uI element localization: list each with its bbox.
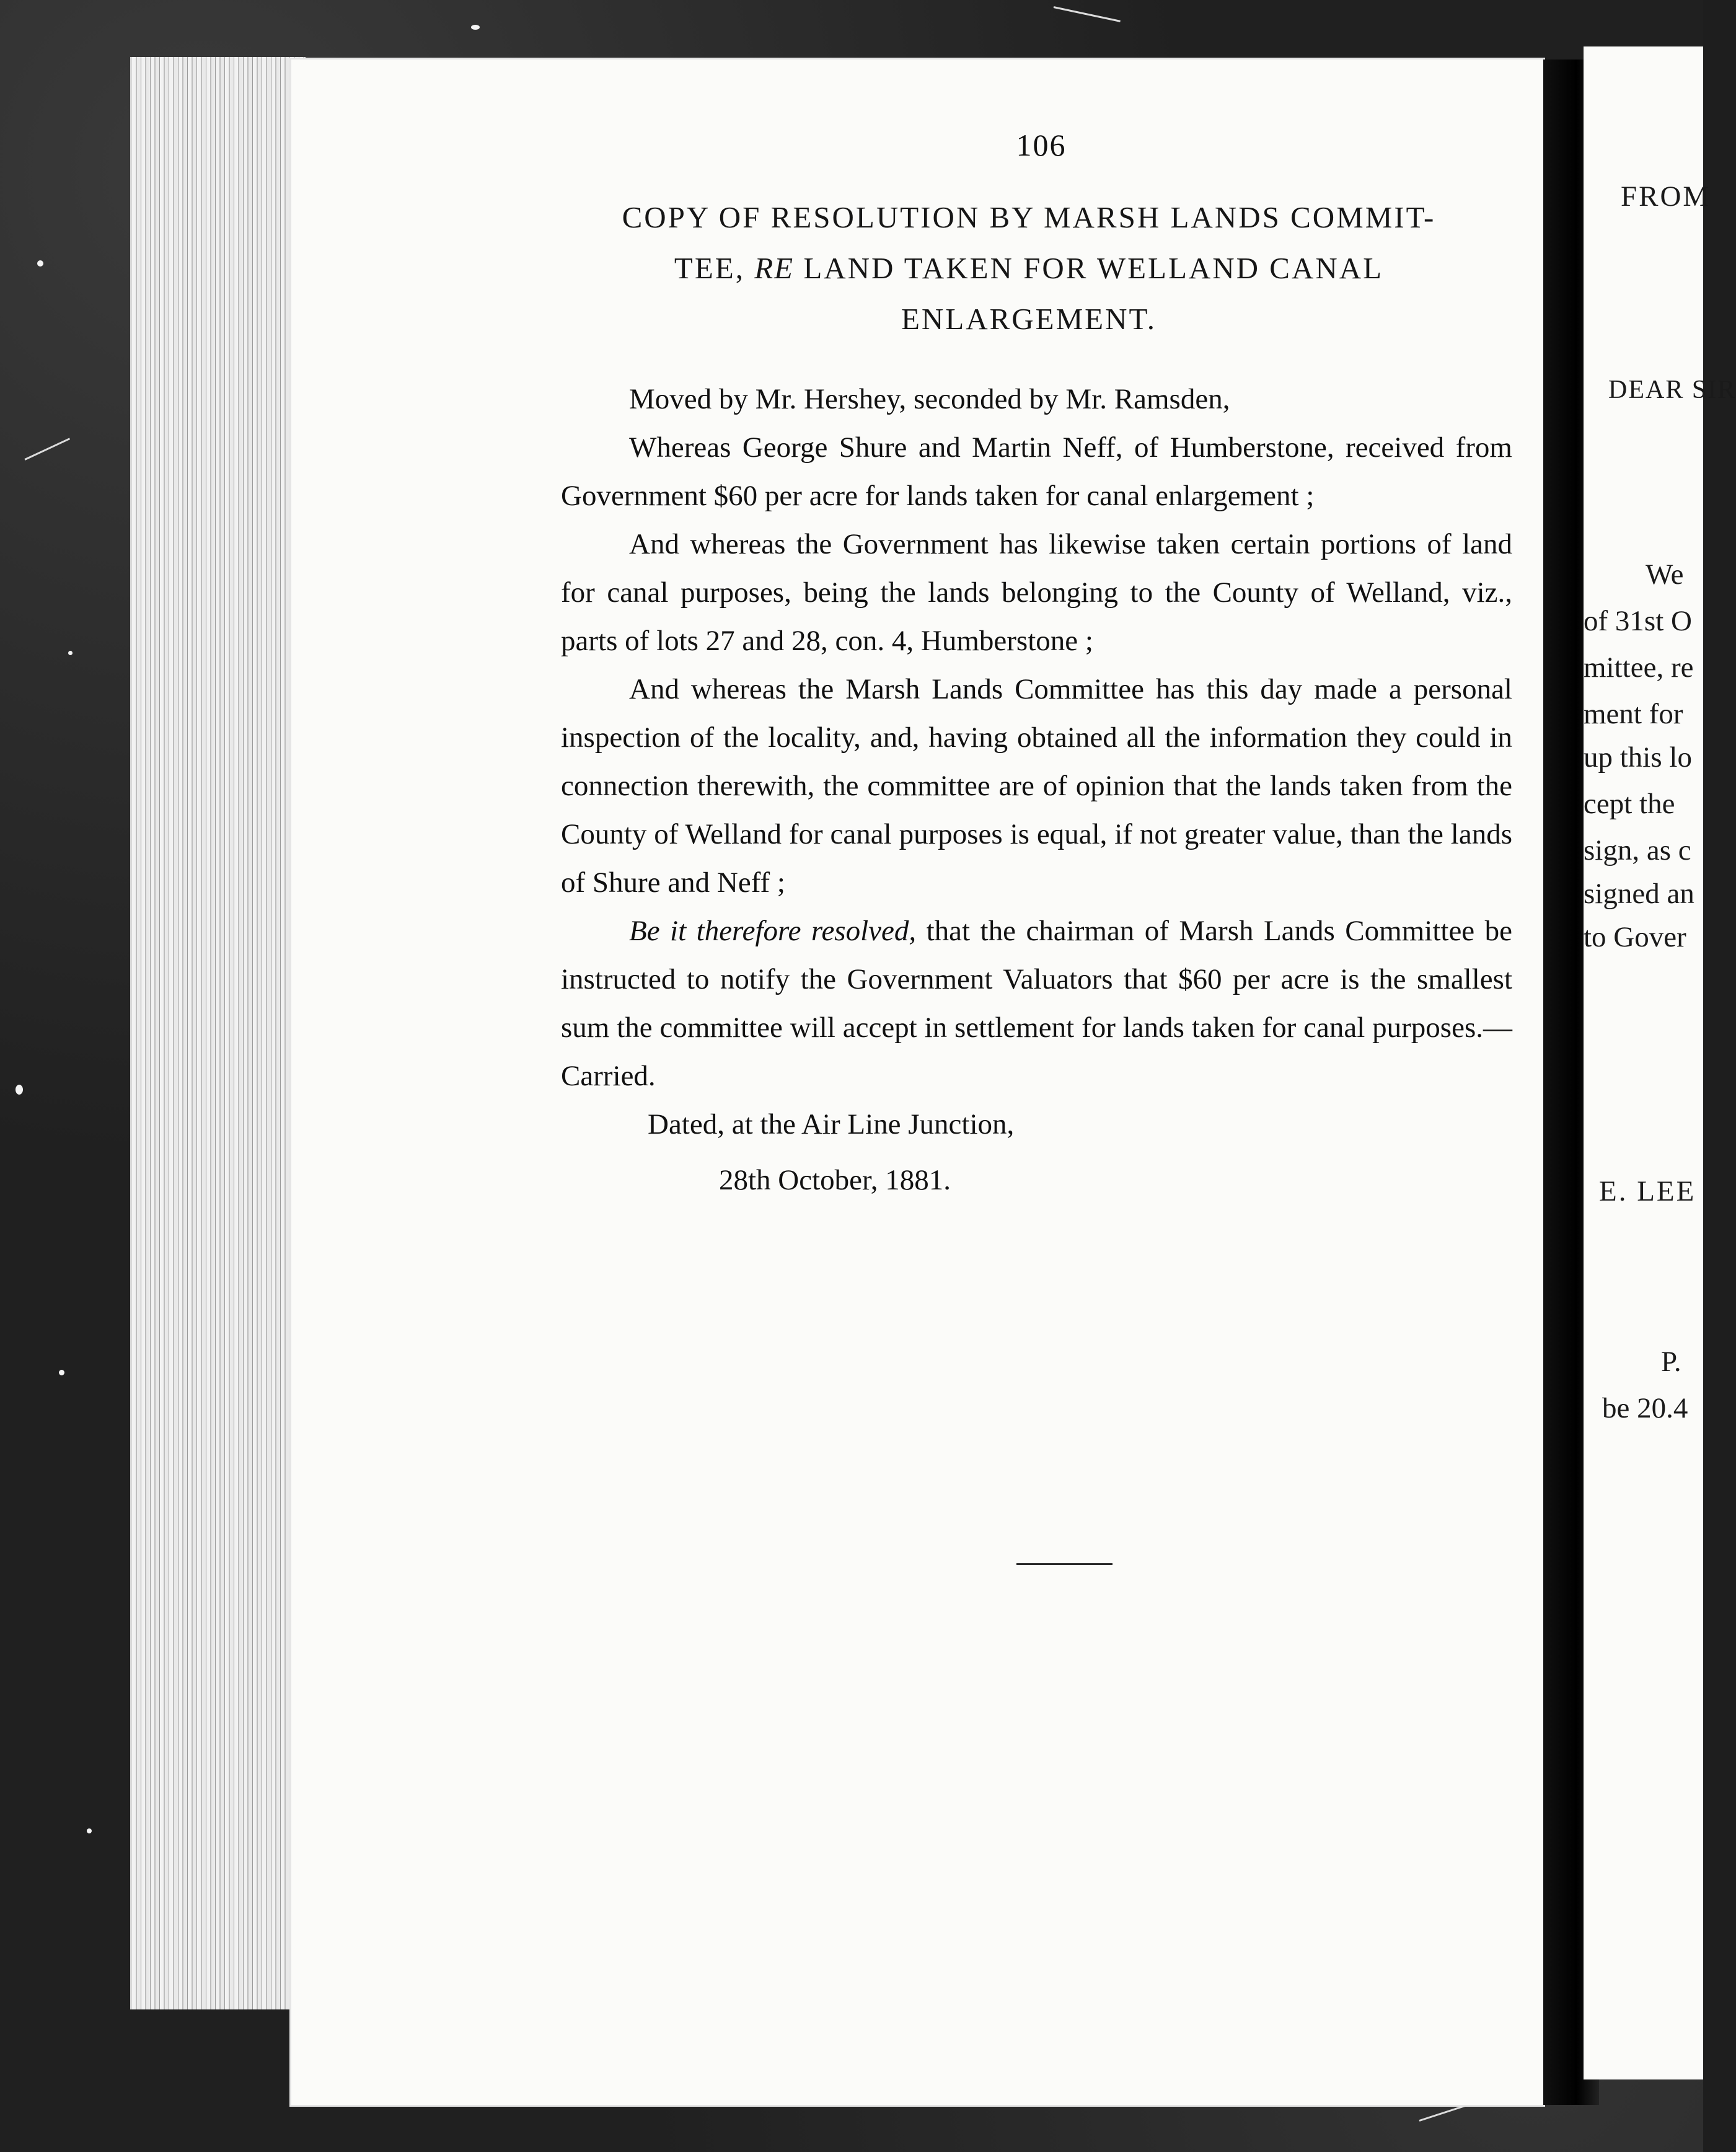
title-line-2 [545,243,1512,294]
right-page-line: We [1646,558,1684,591]
page-stack-edges [130,57,306,2009]
right-page-line: ment for [1584,698,1683,730]
dust-speck [471,25,480,30]
paragraph-resolved [561,907,1512,1100]
right-page-line: of 31st O [1584,605,1692,637]
paragraph-whereas-2: And whereas the Government has likewise taken certain portions of land for canal purposes, being the lands belonging to the County of Welland, viz., parts of lots 27 and 28, con. 4, Humberstone ; [561,528,1512,657]
right-page-line: sign, as c [1584,834,1691,867]
resolved-text: that the chairman of Marsh Lands Committee be instructed to notify the Government Valuators that $60 per acre is the smallest sum the committee will accept in settlement for lands taken for canal purposes.—Carried. [561,915,1512,1092]
paragraph-whereas-3: And whereas the Marsh Lands Committee has this day made a personal inspection of the locality, and, having obtained all the information they could in connection therewith, the committee are of opinion that the lands taken from the County of Welland for canal purposes is equal, if not greater value, than the lands of Shure and Neff ; [561,673,1512,899]
dust-speck [37,260,43,267]
closing-rule [1016,1563,1113,1565]
title-line-2-italic: RE [754,251,795,285]
resolution-body [561,375,1512,1204]
date-line: 28th October, 1881. [719,1164,951,1196]
dust-speck [87,1828,92,1833]
right-page-fragment [1584,46,1736,2079]
title-line-3: ENLARGEMENT. [901,302,1157,336]
page-number: 106 [1016,128,1067,162]
title-line-1: COPY OF RESOLUTION BY MARSH LANDS COMMIT- [622,200,1436,234]
dust-speck [68,651,73,655]
title-line-2-pre: TEE, [674,251,745,285]
right-page-signature: E. LEE [1599,1175,1696,1207]
right-page-line: to Gover [1584,921,1686,953]
right-page-ps-line: be 20.4 [1602,1392,1688,1424]
right-page-heading: FROM [1621,180,1711,213]
moved-line: Moved by Mr. Hershey, seconded by Mr. Ramsden, [629,383,1230,415]
dust-speck [59,1370,64,1375]
right-page-ps-label: P. [1661,1346,1681,1378]
right-page-line: up this lo [1584,741,1692,774]
right-page-line: cept the [1584,788,1675,820]
title-line-2-post: LAND TAKEN FOR WELLAND CANAL [803,251,1384,285]
dated-line: Dated, at the Air Line Junction, [648,1108,1015,1140]
right-page-salutation: DEAR SIR [1608,376,1736,404]
resolved-italic: Be it therefore resolved, [629,915,917,947]
dust-speck [15,1085,23,1095]
right-page-line: signed an [1584,878,1694,910]
right-page-line: mittee, re [1584,651,1694,684]
paragraph-whereas-1: Whereas George Shure and Martin Neff, of Humberstone, received from Government $60 per acre for lands taken for canal enlargement ; [561,431,1512,512]
resolution-title [545,192,1512,345]
